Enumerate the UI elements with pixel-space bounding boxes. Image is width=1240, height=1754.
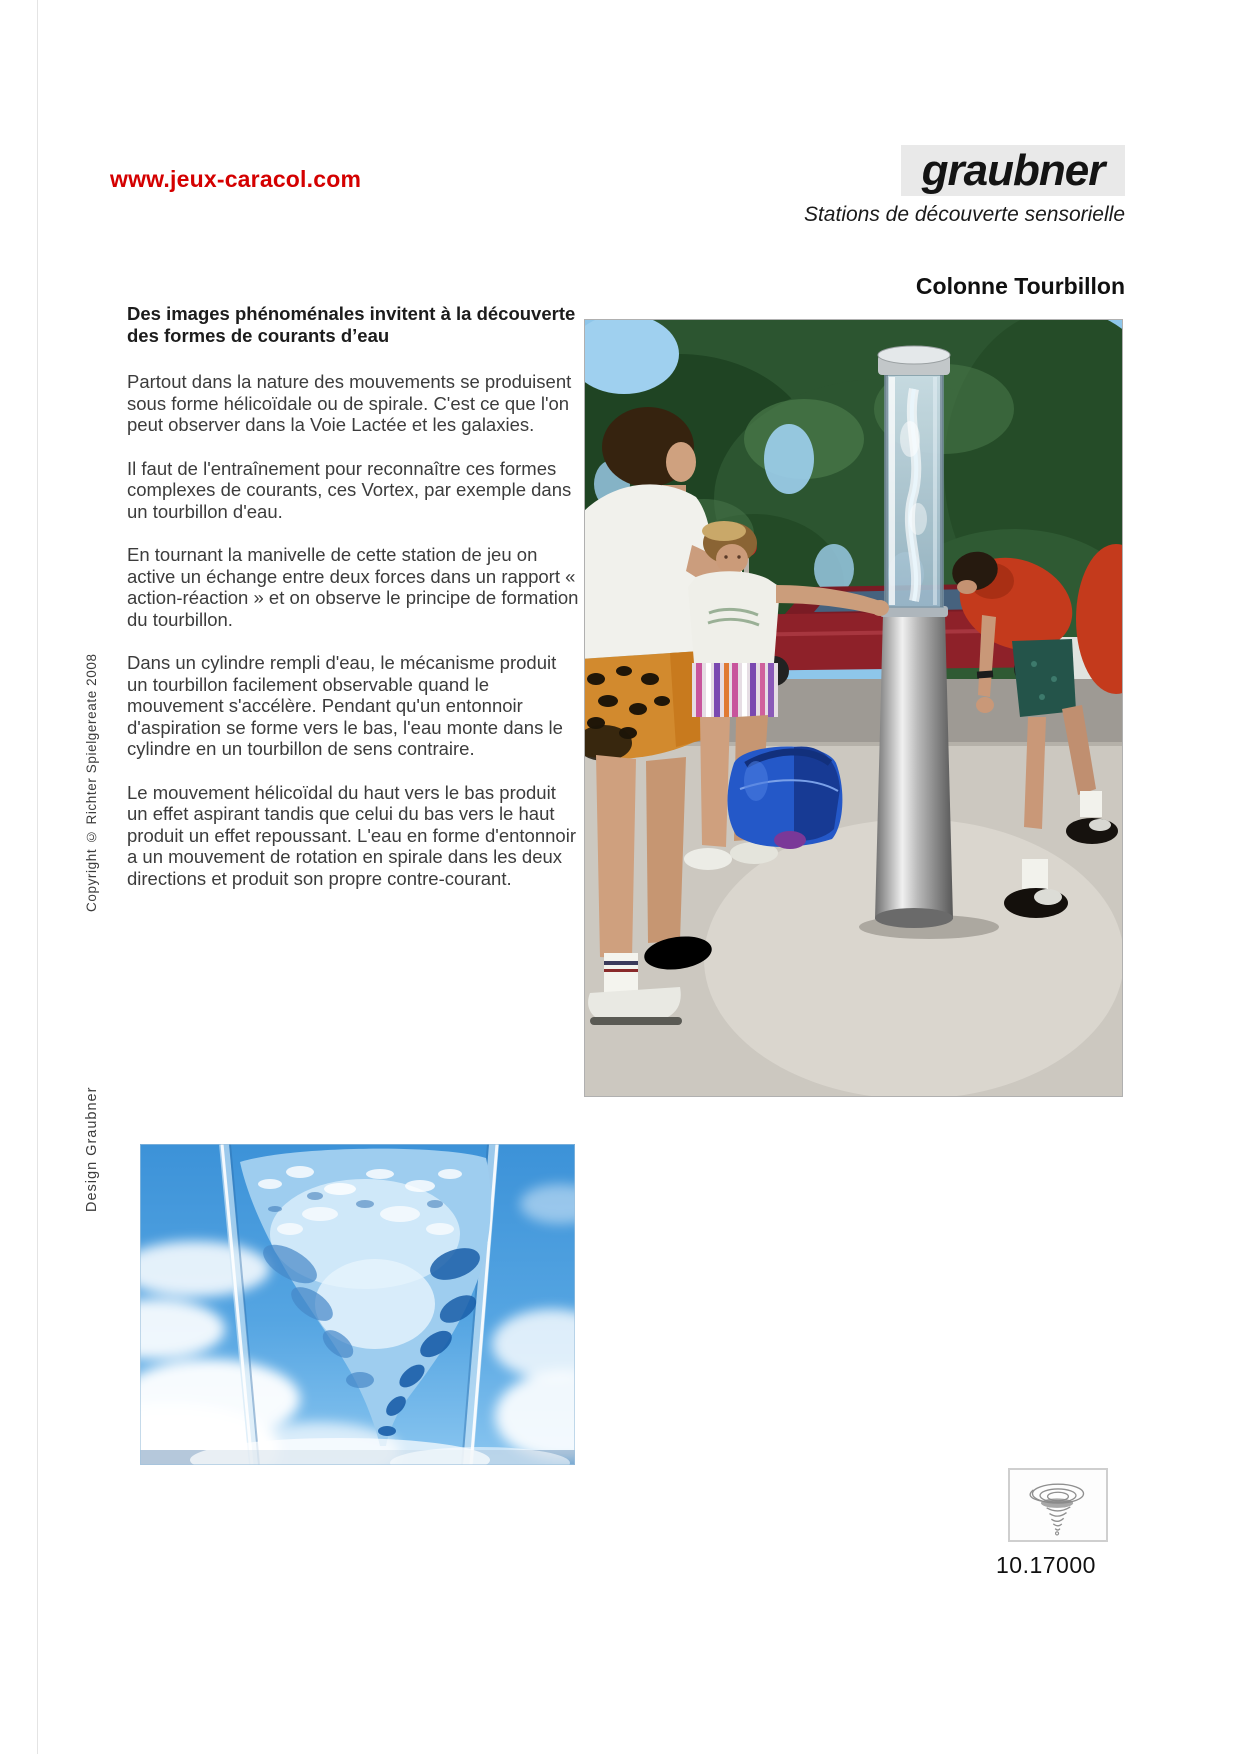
vortex-photo xyxy=(140,1144,575,1465)
copyright-vertical-text: Copyright © Richter Spielgereate 2008 xyxy=(84,653,99,912)
product-icon-box xyxy=(1008,1468,1108,1542)
site-url-link[interactable]: www.jeux-caracol.com xyxy=(110,166,362,192)
blue-backpack xyxy=(728,746,843,849)
article-text xyxy=(127,303,579,911)
article-paragraph: Dans un cylindre rempli d'eau, le mécanisme produit un tourbillon facilement observable quand le mouvement s'accélère. Pendant qu'un entonnoir d'aspiration se forme vers le bas, l'eau monte dans le cylindre en un tourbillon de sens contraire. xyxy=(127,652,563,759)
article-paragraph: Le mouvement hélicoïdal du haut vers le bas produit un effet aspirant tandis que celui du bas vers le haut produit un effet repoussant. L'eau en forme d'entonnoir a un mouvement de rotation en spirale dans les deux directions et produit son propre contre-courant. xyxy=(127,781,576,889)
article-heading: Des images phénoménales invitent à la découverte des formes de courants d’eau xyxy=(127,303,576,346)
brand-tagline: Stations de découverte sensorielle xyxy=(803,203,1125,226)
water-vortex-illustration xyxy=(140,1144,575,1465)
vortex-sketch-icon xyxy=(1010,1470,1106,1540)
brand-logo: graubner xyxy=(921,145,1105,195)
article-paragraph: En tournant la manivelle de cette station de jeu on active un échange entre deux forces dans un rapport « action-réaction » et on observe le principe de formation du tourbillon. xyxy=(127,544,579,630)
product-code: 10.17000 xyxy=(996,1552,1096,1578)
article-paragraph: Partout dans la nature des mouvements se produisent sous forme hélicoïdale ou de spirale. C'est ce que l'on peut observer dans la Voie Lactée et les galaxies. xyxy=(127,371,572,435)
brand-logo-strip xyxy=(901,145,1125,196)
article-paragraph: Il faut de l'entraînement pour reconnaître ces formes complexes de courants, ces Vortex, par exemple dans un tourbillon d'eau. xyxy=(127,457,572,522)
steel-base xyxy=(875,614,953,919)
main-photo xyxy=(584,319,1123,1097)
children-at-column-illustration xyxy=(584,319,1123,1097)
product-title: Colonne Tourbillon xyxy=(915,273,1125,299)
scan-artifact-line xyxy=(37,0,38,1754)
design-vertical-text: Design Graubner xyxy=(84,1086,100,1212)
